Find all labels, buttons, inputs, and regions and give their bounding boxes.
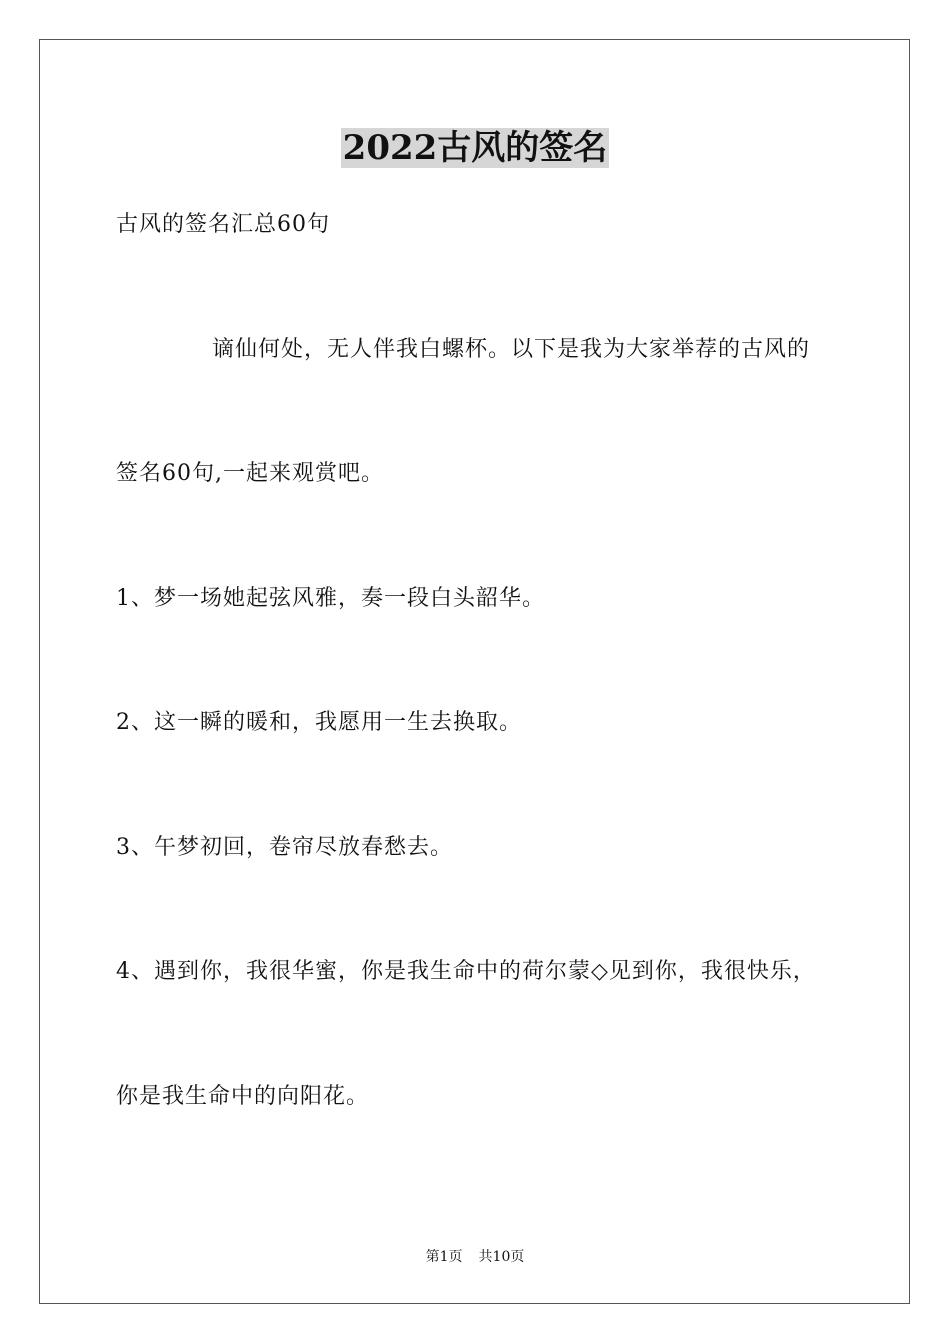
- list-item-1: 1、梦一场她起弦风雅，奏一段白头韶华。: [116, 586, 545, 611]
- list-item-4-line-1: 4、遇到你，我很华蜜，你是我生命中的荷尔蒙◇见到你，我很快乐，: [116, 959, 816, 984]
- page-footer: [0, 1248, 950, 1266]
- intro-paragraph-line-2: 签名60句,一起来观赏吧。: [116, 461, 384, 486]
- document-title: [0, 128, 950, 168]
- page-total: 共10页: [478, 1249, 525, 1265]
- list-item-3: 3、午梦初回，卷帘尽放春愁去。: [116, 835, 453, 860]
- list-item-4-line-2: 你是我生命中的向阳花。: [116, 1084, 370, 1109]
- list-item-2: 2、这一瞬的暖和，我愿用一生去换取。: [116, 710, 522, 735]
- document-title-text: 2022古风的签名: [342, 128, 608, 168]
- document-subtitle: 古风的签名汇总60句: [116, 212, 330, 237]
- page-number: 第1页: [425, 1249, 463, 1265]
- intro-paragraph-line-1: 谪仙何处，无人伴我白螺杯。以下是我为大家举荐的古风的: [212, 337, 811, 362]
